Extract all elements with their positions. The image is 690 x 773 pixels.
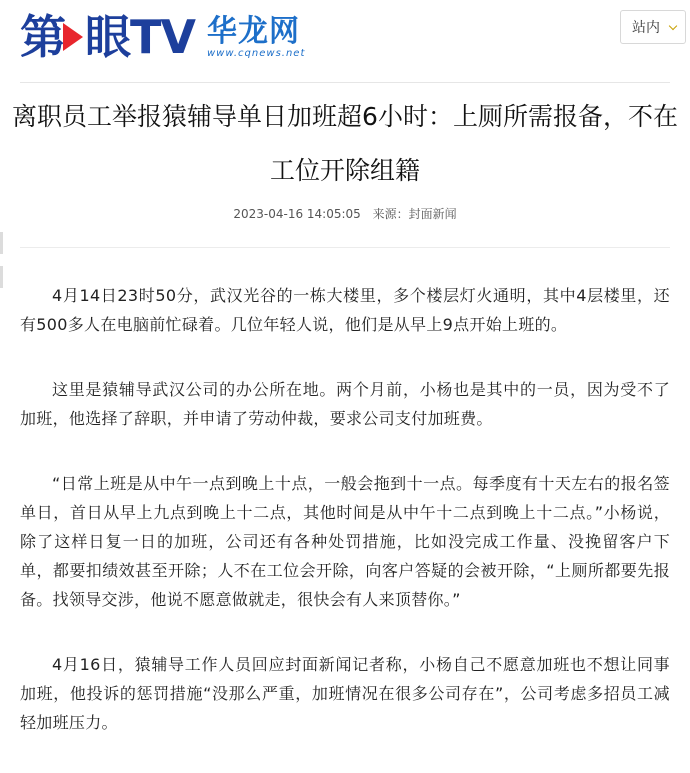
article-paragraph: 4月14日23时50分，武汉光谷的一栋大楼里，多个楼层灯火通明，其中4层楼里，还有500多人在电脑前忙碌着。几位年轻人说，他们是从早上9点开始上班的。 xyxy=(20,286,670,334)
article-meta xyxy=(0,205,690,222)
article-date: 2023-04-16 14:05:05 xyxy=(233,207,361,221)
article-body xyxy=(20,281,670,773)
logo-url-text: www.cqnews.net xyxy=(206,47,306,59)
source-name: 封面新闻 xyxy=(408,207,457,221)
play-icon xyxy=(63,23,83,51)
header-divider xyxy=(20,82,670,83)
article-paragraph: 这里是猿辅导武汉公司的办公所在地。两个月前，小杨也是其中的一员，因为受不了加班，他选择了辞职，并申请了劳动仲裁，要求公司支付加班费。 xyxy=(20,380,670,428)
logo-subbrand xyxy=(206,13,306,59)
site-search-scope-select[interactable] xyxy=(620,10,686,44)
chevron-down-icon xyxy=(669,22,677,30)
logo-cn-text: 华龙网 xyxy=(206,13,300,49)
side-share-tab[interactable] xyxy=(0,232,3,254)
source-label: 来源： xyxy=(372,207,409,221)
article-source xyxy=(373,207,457,221)
logo-wordmark xyxy=(20,10,195,64)
site-select-label: 站内 xyxy=(632,20,660,36)
logo-text-part2: 眼TV xyxy=(85,10,195,64)
logo-text-part1: 第 xyxy=(20,10,65,64)
article-paragraph: “日常上班是从中午一点到晚上十点，一般会拖到十一点。每季度有十天左右的报名签单日，首日从早上九点到晚上十二点，其他时间是从中午十二点到晚上十二点。”小杨说，除了这样日复一日的加班，公司还有各种处罚措施，比如没完成工作量、没挽留客户下单，都要扣绩效甚至开除；人不在工位会开除，向客户答疑的会被开除，“上厕所都要先报备。找领导交涉，他说不愿意做就走，很快会有人来顶替你。” xyxy=(20,474,670,609)
article-title: 离职员工举报猿辅导单日加班超6小时：上厕所需报备，不在工位开除组籍 xyxy=(12,102,678,185)
article-paragraph: 4月16日，猿辅导工作人员回应封面新闻记者称，小杨自己不愿意加班也不想让同事加班，他投诉的惩罚措施“没那么严重，加班情况在很多公司存在”，公司考虑多招员工减轻加班压力。 xyxy=(20,655,670,732)
site-header xyxy=(0,0,690,80)
side-share-tab[interactable] xyxy=(0,266,3,288)
meta-divider xyxy=(20,247,670,248)
site-logo[interactable] xyxy=(20,4,305,70)
